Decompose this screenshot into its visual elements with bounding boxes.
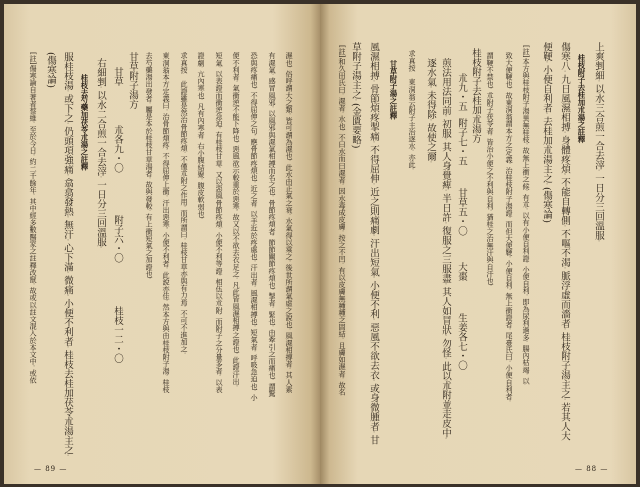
annotation-column: 謂鞕不禁也。朮附子茯苓者。皆治小便之不利與自利。猶桂之治無汗與自汗也。 (486, 52, 495, 289)
text-column: 煎法用法同前。初服。其人身覺痺。半日許。復服之三服盡。其人如冒狀。勿怪。此以朮附並走皮中。 (440, 58, 451, 442)
page-number: — 88 — (575, 465, 609, 473)
recipe-item: 甘草五・〇 (456, 188, 467, 236)
text-column: 便鞕。小便自利者。去桂加朮湯主之。(傷寒論) (541, 42, 552, 223)
text-column: 上爽剉細。以水三合煎一合去滓。一日分三回溫服。 (593, 42, 604, 244)
annotation-column: 恐與疼痛也。不得屈伸之句。應骨節疼煩也。近之者。以手近於疼處也。汗出者。風濕相搏也。短氣者。呼吸急迫也。小 (250, 52, 259, 401)
annotation-column: 便不利者。氣衝逆不能下降也。惡風欲示較重於惡寒。故又以不欲去衣足之。凡此皆風濕相搏之證也。此證汗出。 (232, 52, 241, 389)
recipe-item: 朮九・五 (456, 73, 467, 111)
recipe-item: 甘草 (112, 67, 123, 86)
left-page (4, 4, 320, 484)
recipe-item: 大棗 (456, 262, 467, 281)
right-page (320, 4, 636, 484)
text-column: 服桂枝湯。或下之。仍頭項強痛。翕翕發熱。無汗。心下滿。微痛。小便不利者。桂枝去桂加茯苓朮湯主之。 (62, 52, 73, 459)
annotation-column: 短氣。以表證而衝逆急迫。有桂枝甘草。又以惡風骨節疼煩。小便不利等證。相伍以朮附。而附子之分量多者。以表 (215, 52, 224, 393)
annotation-column: 濕也。俗呼謂大之類。皆可謂為濕也。此水由正氣之衰。水氣得以乘之。後世所謂氣虛之說也。風濕相搏者。其人素 (285, 52, 294, 393)
text-column: 風濕相搏。骨節煩疼掣痛。不得屈伸。近之則痛劇。汗出短氣。小便不利。惡風不欲去衣。或身微腫者。甘 (368, 42, 379, 445)
annotation-column: 東洞翁本方定義曰。治骨節煩疼。不得屈伸上衝。汗出惡寒。小便不利者。此說亦佳。然本方與由桂枝附子湯。桂枝 (162, 52, 171, 393)
annotation-column: 去芍藥湯出發者。屬是本於桂枝甘草湯者。故與發較。有上衝短氣之加證也。 (145, 52, 154, 282)
note-column: 求真按 東洞翁云附子主治逐水。亦此。 (408, 50, 417, 172)
text-column: 傷寒八。九日風濕相搏。身體疼煩。不能自轉側。不嘔不渴。脈浮虛而濇者。桂枝附子湯主之。若其人大 (559, 42, 570, 441)
text-column: 右細剉。以水二合煎一合去滓。一日分三回溫服。 (95, 58, 106, 251)
recipe-item: 生姜各七・〇 (456, 313, 467, 370)
section-heading: 桂枝附子去桂加朮湯之註釋 (577, 54, 586, 143)
section-heading: 甘草附子湯之註釋 (389, 60, 398, 120)
text-column: 草附子湯主之。(金匱要略) (350, 42, 361, 149)
formula-title: 甘草附子湯方 (127, 52, 138, 109)
text-column: 逐水氣。未得除。故使之爾。 (425, 58, 436, 165)
source-citation: (傷寒論) (45, 52, 56, 88)
annotation-column: [註]傷寒論自著者蔡維。至於今日。約二千餘年。其中經多數醫家之註釋改竄。故或以註文混入於本文中。或依 (29, 52, 38, 384)
note-column: 求真按 此證雖是然治骨節疼煩。不僅朮附之作用。而所謂曰。桂枝甘草亦與有力焉。不可不進加之。 (180, 52, 189, 357)
formula-title: 桂枝附子去桂加朮湯方 (470, 48, 481, 143)
annotation-column: [註]和久田氏曰。濕者。水也。不曰水而曰濕者。因水毒成皮膚。按之不凹。有以皮膚無種種之固結。且膚如濕者。故名 (338, 45, 347, 396)
annotation-column: [註]本方與桂枝附子湯異無桂枝。故無上衝之候。有朮。以有小便自利證。小便自利。即為尿利過多。腸內枯竭。以 (522, 45, 531, 385)
annotation-column: 致大便鞕也。故東洞翁謂本方之定義。治桂枝附子湯證。而但大便鞕。小便自利。無上衝證者。尾臺氏曰。小便自利者。 (505, 52, 514, 404)
annotation-column: 證劇。亢內寒也。凡有內寒者。右小腹結聚。腹皮軟弱也。 (197, 52, 206, 222)
recipe-item: 桂枝一二・〇 (112, 306, 123, 363)
page-number: — 89 — (34, 465, 68, 473)
recipe-item: 朮各九・〇 (112, 125, 123, 173)
recipe-item: 附子七・五 (456, 118, 467, 166)
annotation-column: 有濕氣。感冒風邪。以風邪與濕氣相搏而名之也。骨節疼煩者。節節關節疼煩也。掣者。緊也。由牽引之而痛也。謂驚 (268, 52, 277, 397)
recipe-item: 附子六・〇 (112, 215, 123, 263)
section-heading: 桂枝去芍藥加茯苓朮湯之註釋 (80, 74, 89, 171)
